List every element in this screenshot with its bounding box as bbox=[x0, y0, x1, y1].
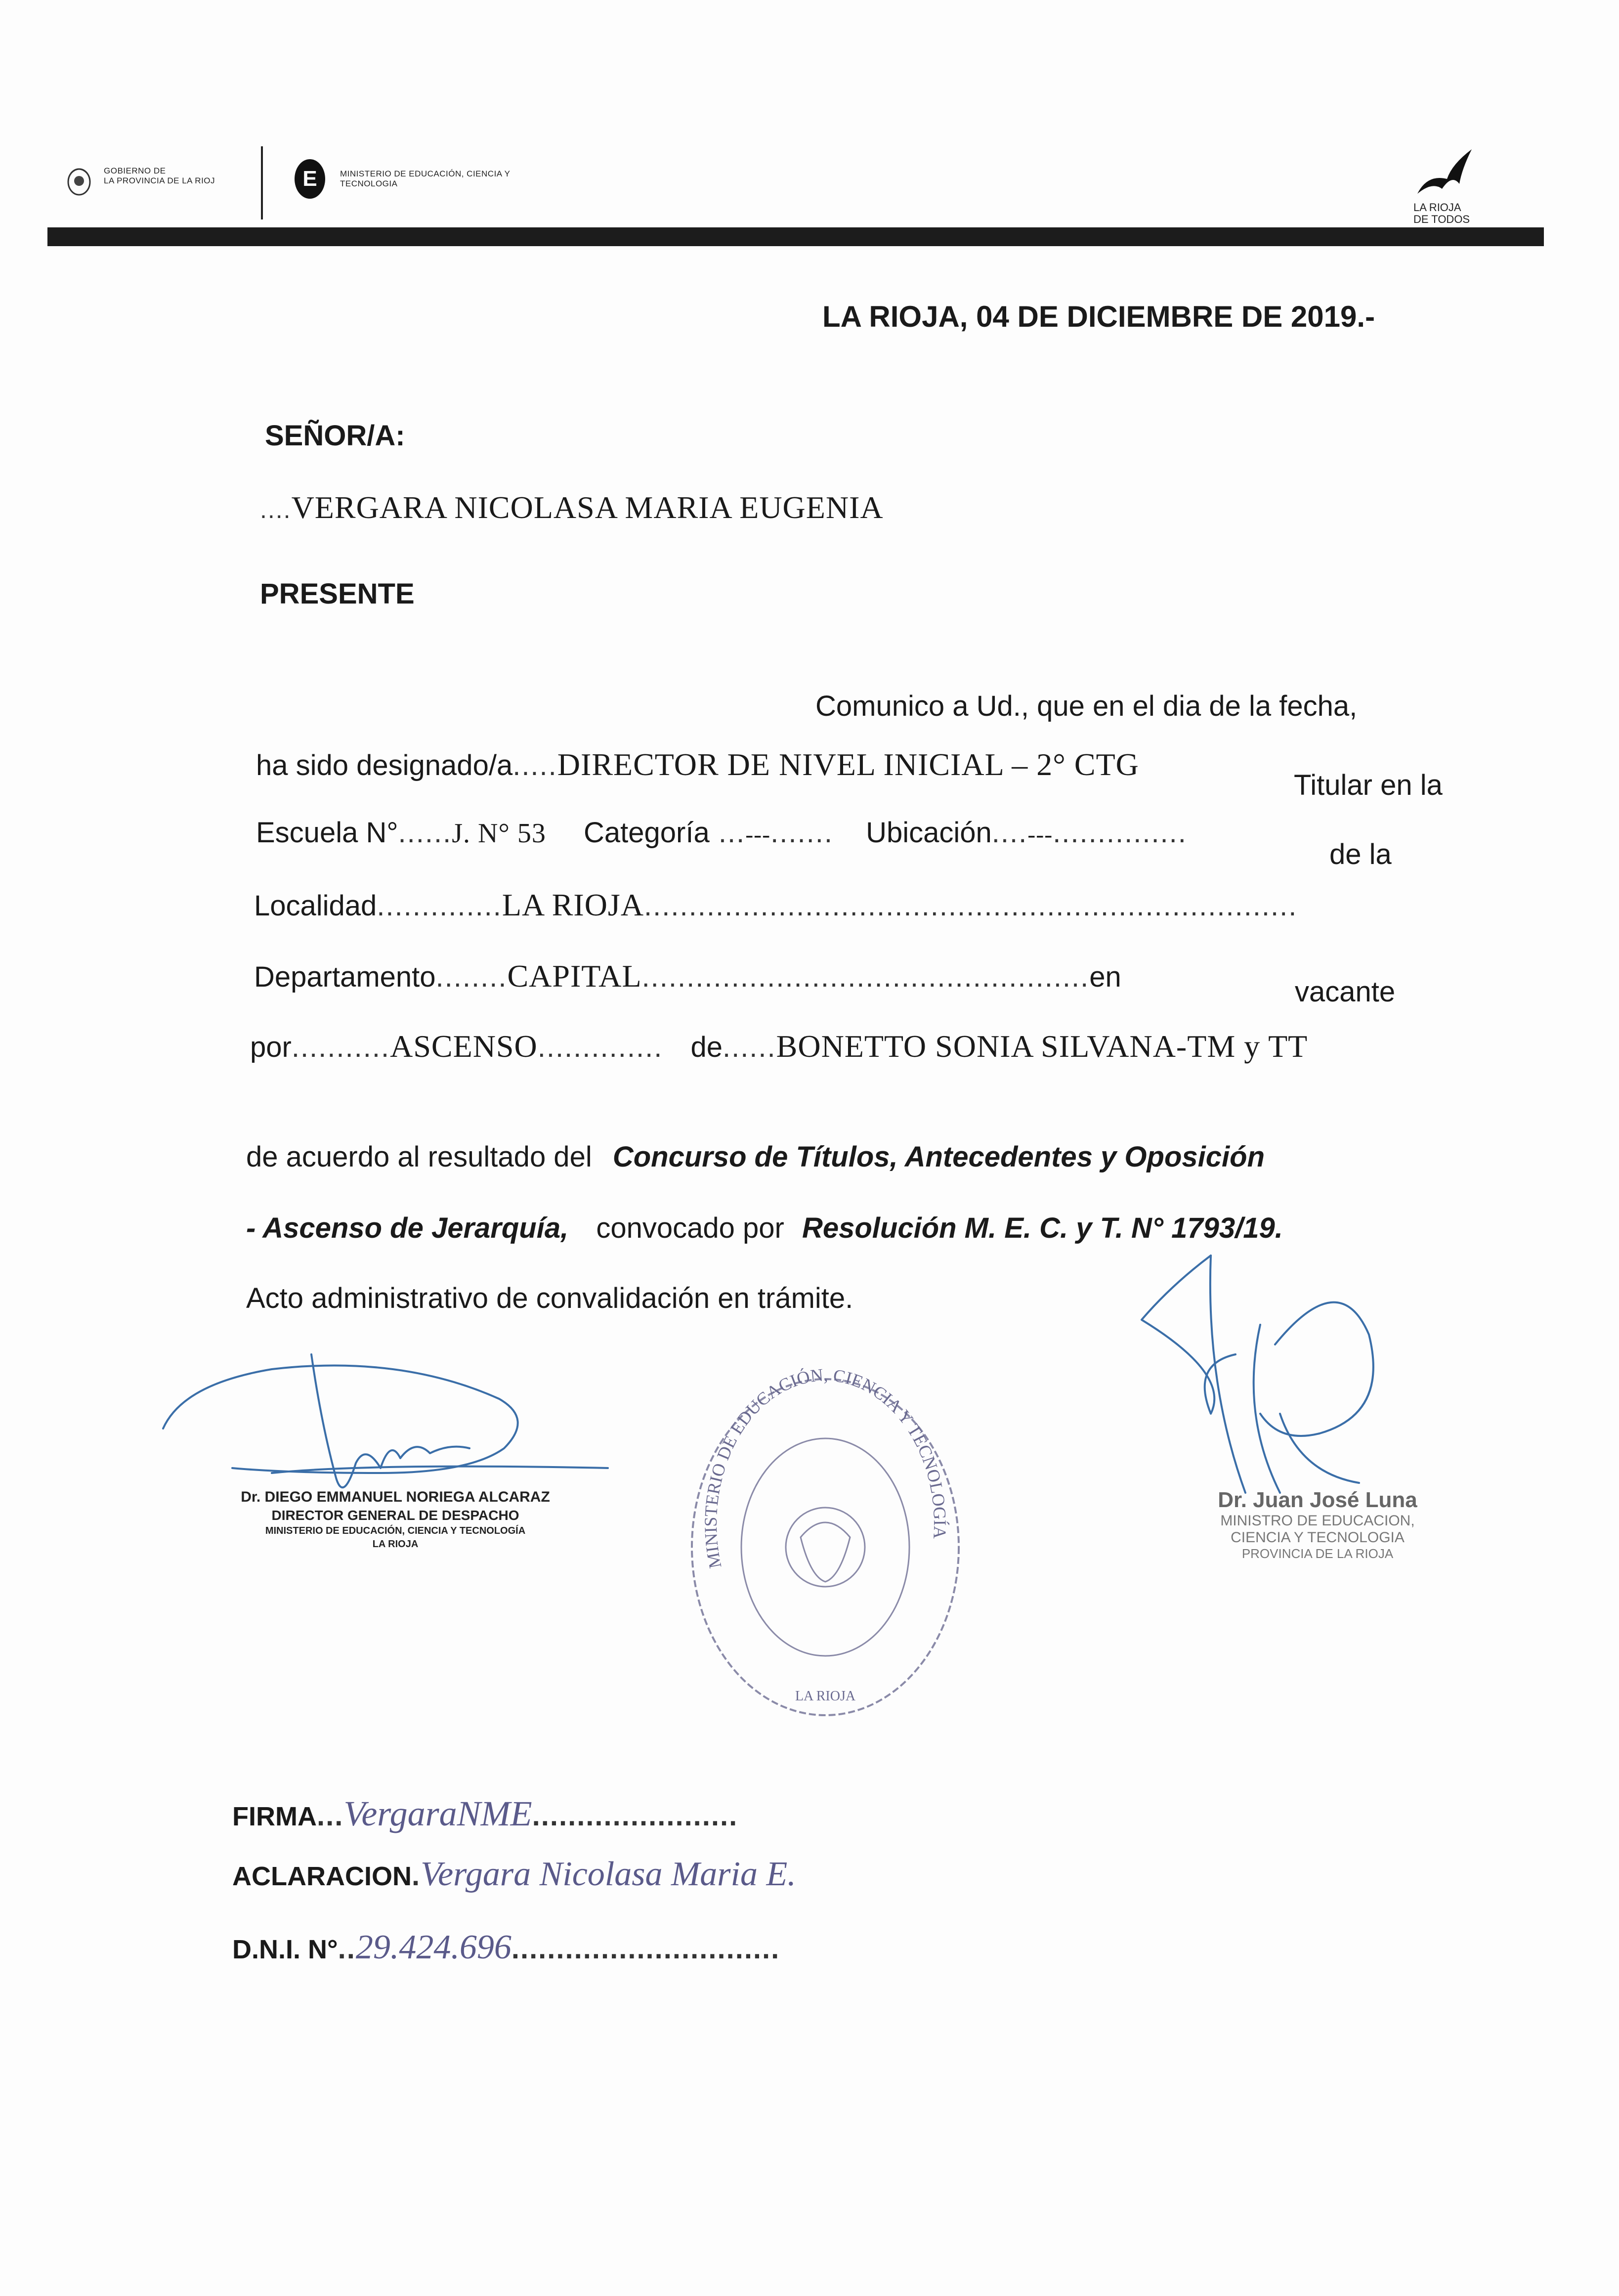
escuela-value: J. N° 53 bbox=[452, 818, 546, 849]
ubicacion-label: Ubicación bbox=[866, 817, 992, 849]
left-signer-place: LA RIOJA bbox=[372, 1539, 419, 1550]
la-rioja-bird-icon bbox=[1412, 144, 1477, 199]
right-signature bbox=[1132, 1137, 1478, 1532]
header-divider bbox=[261, 146, 263, 219]
seal-ring-text: MINISTERIO DE EDUCACIÓN, CIENCIA Y TECNOLOGÍA bbox=[700, 1365, 950, 1570]
acuerdo-line bbox=[246, 1140, 1265, 1174]
concurso-text: Concurso de Títulos, Antecedentes y Oposición bbox=[612, 1141, 1265, 1173]
salutation: SEÑOR/A: bbox=[265, 420, 405, 452]
right-signature-block bbox=[1179, 1488, 1456, 1561]
intro-text: Comunico a Ud., que en el dia de la fecha, bbox=[815, 690, 1358, 722]
localidad-label: Localidad bbox=[254, 890, 377, 922]
acuerdo-text: de acuerdo al resultado del bbox=[246, 1141, 592, 1173]
brand-line2: DE TODOS bbox=[1413, 213, 1470, 225]
seal-place-text: LA RIOJA bbox=[795, 1689, 856, 1704]
aclaracion-label: ACLARACION bbox=[232, 1862, 412, 1891]
ministry-seal bbox=[677, 1359, 974, 1735]
ministry-line1: MINISTERIO DE EDUCACIÓN, CIENCIA Y bbox=[340, 169, 511, 178]
departamento-label: Departamento bbox=[254, 961, 436, 993]
departamento-value: CAPITAL bbox=[507, 958, 642, 994]
designado-label: ha sido designado/a bbox=[256, 749, 513, 781]
recipient-line: ....VERGARA NICOLASA MARIA EUGENIA bbox=[260, 490, 884, 525]
ascenso-line bbox=[246, 1211, 1283, 1246]
left-signer-name: Dr. DIEGO EMMANUEL NORIEGA ALCARAZ bbox=[241, 1489, 550, 1505]
firma-label: FIRMA bbox=[232, 1802, 317, 1831]
gov-line1: GOBIERNO DE bbox=[104, 166, 166, 175]
aclaracion-line: ACLARACION.Vergara Nicolasa Maria E. bbox=[232, 1855, 796, 1893]
de-la-label: de la bbox=[1329, 838, 1392, 870]
left-signature-block bbox=[232, 1489, 558, 1550]
categoria-value: --- bbox=[745, 822, 771, 848]
convocado-text: convocado por bbox=[596, 1212, 784, 1244]
left-signer-title: DIRECTOR GENERAL DE DESPACHO bbox=[271, 1508, 519, 1523]
aclaracion-value: Vergara Nicolasa Maria E. bbox=[421, 1855, 796, 1893]
right-signer-title2: CIENCIA Y TECNOLOGIA bbox=[1231, 1529, 1405, 1546]
recipient-name: VERGARA NICOLASA MARIA EUGENIA bbox=[291, 490, 884, 525]
letter-date: LA RIOJA, 04 DE DICIEMBRE DE 2019.- bbox=[822, 300, 1375, 333]
right-signer-name: Dr. Juan José Luna bbox=[1218, 1488, 1417, 1512]
categoria-label: Categoría bbox=[584, 817, 710, 849]
dni-label: D.N.I. N° bbox=[232, 1935, 338, 1964]
ministry-logo-letter: E bbox=[302, 167, 317, 191]
provincial-crest-icon bbox=[64, 163, 94, 198]
firma-line: FIRMA...VergaraNME....................... bbox=[232, 1794, 738, 1833]
de-label: de bbox=[690, 1031, 723, 1063]
por-label: por bbox=[250, 1031, 292, 1063]
firma-value: VergaraNME bbox=[343, 1794, 532, 1833]
dni-line: D.N.I. N°..29.424.696.............................. bbox=[232, 1928, 780, 1966]
presente-label: PRESENTE bbox=[260, 578, 415, 610]
por-value: ASCENSO bbox=[390, 1029, 538, 1064]
ministry-line2: TECNOLOGIA bbox=[340, 179, 398, 188]
dni-value: 29.424.696 bbox=[355, 1928, 511, 1966]
acto-text: Acto administrativo de convalidación en trámite. bbox=[246, 1282, 853, 1314]
en-label: en bbox=[1089, 961, 1121, 993]
localidad-value: LA RIOJA bbox=[502, 887, 644, 922]
designado-line: ha sido designado/a.....DIRECTOR DE NIVEL INICIAL – 2° CTG bbox=[256, 747, 1139, 782]
escuela-line: Escuela N°......J. N° 53 Categoría ...---....... Ubicación....---............... bbox=[256, 817, 1187, 849]
brand-line1: LA RIOJA bbox=[1413, 201, 1461, 214]
cargo-value: DIRECTOR DE NIVEL INICIAL – 2° CTG bbox=[557, 747, 1139, 782]
ubicacion-value: --- bbox=[1027, 822, 1053, 848]
resolucion-text: Resolución M. E. C. y T. N° 1793/19. bbox=[802, 1212, 1283, 1244]
departamento-line: Departamento........CAPITAL..................................................en bbox=[254, 958, 1121, 994]
header-rule bbox=[47, 227, 1544, 246]
por-line: por...........ASCENSO.............. de......BONETTO SONIA SILVANA-TM y TT bbox=[250, 1029, 1308, 1064]
gov-line2: LA PROVINCIA DE LA RIOJ bbox=[104, 176, 215, 185]
de-value: BONETTO SONIA SILVANA-TM y TT bbox=[776, 1029, 1308, 1064]
left-signer-ministry: MINISTERIO DE EDUCACIÓN, CIENCIA Y TECNOLOGÍA bbox=[265, 1525, 526, 1536]
right-signer-place: PROVINCIA DE LA RIOJA bbox=[1241, 1546, 1394, 1561]
ministry-logo-icon bbox=[295, 159, 325, 199]
right-signer-title1: MINISTRO DE EDUCACION, bbox=[1220, 1513, 1415, 1529]
ascenso-text: - Ascenso de Jerarquía, bbox=[246, 1212, 569, 1244]
escuela-label: Escuela N° bbox=[256, 817, 398, 849]
titular-label: Titular en la bbox=[1294, 769, 1443, 801]
localidad-line: Localidad..............LA RIOJA......................................................................... bbox=[254, 887, 1298, 922]
vacante-label: vacante bbox=[1295, 976, 1396, 1008]
